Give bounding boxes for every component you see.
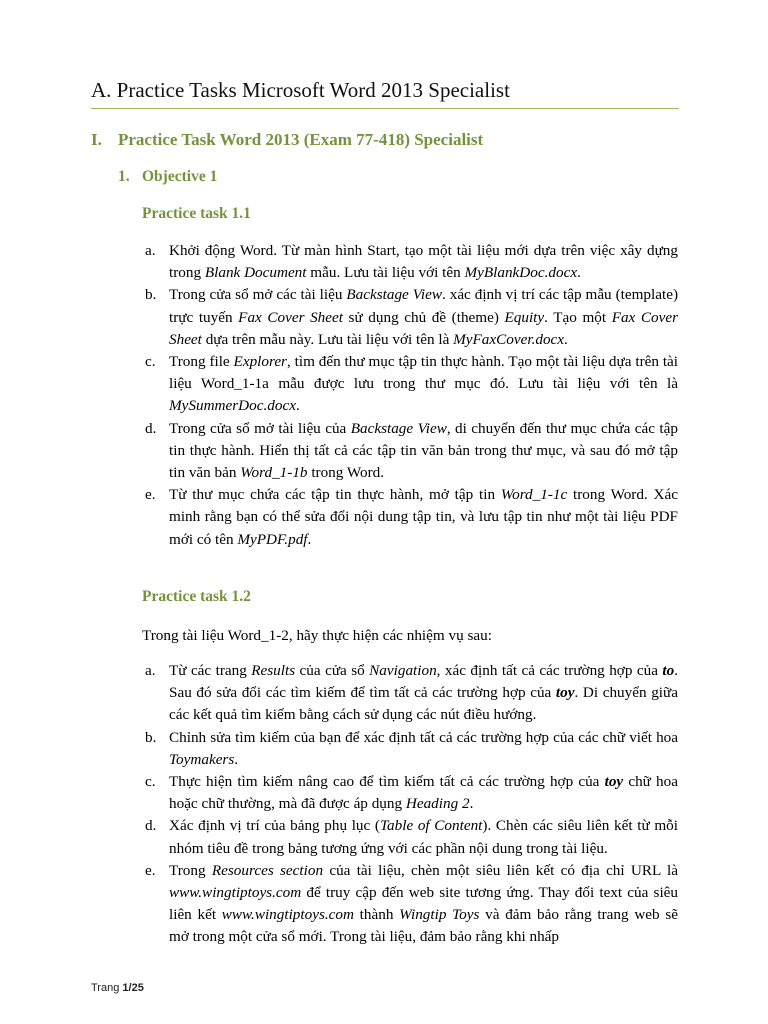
emphasis-text: Explorer [233,353,287,371]
emphasis-text: Wingtip Toys [399,906,480,924]
list-item [142,418,678,485]
emphasis-text: www.wingtiptoys.com [221,906,354,924]
task-1-1-heading: Practice task 1.1 [142,205,251,222]
emphasis-text: Equity [504,308,545,326]
body-text: Thực hiện tìm kiếm nâng cao để tìm kiếm tất cả các trường hợp của [169,773,605,791]
list-marker: a. [145,662,156,679]
emphasis-text: Toymakers [169,750,235,768]
emphasis-text: MySummerDoc.docx [169,397,296,415]
emphasis-text: to [662,662,675,679]
list-item [142,815,678,859]
emphasis-text [556,684,575,701]
body-text: Trong [169,861,212,879]
list-item [142,484,678,551]
body-text: . Di chuyển giữa các kết quả tìm kiếm bằng cách sử dụng các nút điều hướng. [169,684,678,724]
list-marker: c. [145,773,156,791]
body-text: . [577,264,581,282]
emphasis-text: Resources section [211,861,324,879]
emphasis-text: MyPDF.pdf [237,530,308,548]
page-current: 1 [122,982,129,994]
emphasis-text: Heading 2 [405,795,470,813]
body-text: . [307,530,312,548]
body-text: . xác định vị trí các tập mẫu (template) trực tuyến [169,286,678,326]
list-marker: d. [145,817,157,835]
emphasis-text [605,773,624,790]
emphasis-text: Blank Document [204,264,307,282]
page-footer [91,982,144,994]
body-text: trong Word. [307,464,385,482]
body-text: mẫu. Lưu tài liệu với tên [306,264,465,282]
task-1-2-intro: Trong tài liệu Word_1-2, hãy thực hiện các nhiệm vụ sau: [142,627,492,644]
emphasis-text: www.wingtiptoys.com [169,884,302,902]
section-number: I. [91,130,102,149]
body-text: thành [353,906,400,924]
list-item [142,660,678,727]
list-marker: b. [145,286,157,304]
section-label: Practice Task Word 2013 (Exam 77-418) Specialist [118,130,484,149]
emphasis-text: MyBlankDoc.docx [464,264,578,282]
emphasis-text: Fax Cover Sheet [169,308,679,348]
emphasis-text: Fax Cover Sheet [238,308,343,326]
body-text: Từ các trang [169,662,252,679]
body-text: của tài liệu, chèn một siêu liên kết có địa chỉ URL là [323,861,678,879]
body-text: Từ thư mục chứa các tập tin thực hành, mở tập tin [169,486,501,504]
body-text: sử dụng chủ đề (theme) [342,308,505,326]
list-marker: d. [145,419,157,437]
emphasis-text: Results [251,662,296,679]
body-text: , tìm đến thư mục tập tin thực hành. Tạo một tài liệu dựa trên tài liệu Word_1-1a mẫu được lưu trong thư mục đó. Lưu tài liệu với tên là [169,353,678,393]
task-1-2-list [142,660,678,949]
body-text: . Tạo một [544,308,612,326]
emphasis-text: Navigation [369,662,437,679]
page-label: Trang [91,982,123,994]
task-1-2-heading: Practice task 1.2 [142,588,251,605]
body-text: chữ hoa hoặc chữ thường, mà đã được áp dụng [169,773,678,813]
list-item [142,727,678,771]
list-marker: e. [145,861,156,879]
document-title: A. Practice Tasks Microsoft Word 2013 Specialist [91,76,679,109]
emphasis-text [662,662,674,679]
list-marker: c. [145,353,156,371]
list-marker: a. [145,242,156,259]
list-marker: b. [145,728,157,746]
emphasis-text: toy [555,684,575,702]
body-text: và đảm bảo rằng trang web sẽ mở trong một cửa sổ mới. Trong tài liệu, đảm bảo rằng khi nhấp [169,906,678,946]
emphasis-text: Word_1-1c [500,486,568,504]
list-marker: e. [145,486,156,504]
emphasis-text: Word_1-1b [240,464,308,482]
body-text: , di chuyển đến thư mục chứa các tập tin thực hành. Hiển thị tất cả các tập tin văn bản trong thư mục, và sau đó mở tập tin văn bản [169,419,678,482]
emphasis-text: toy [604,773,624,791]
list-item [142,240,678,284]
list-item [142,771,678,815]
body-text: ). Chèn các siêu liên kết từ mỗi nhóm tiêu đề trong bảng tương ứng với các phần nội dung trong tài liệu. [169,817,678,857]
task-1-1-list [142,240,678,551]
emphasis-text: Table of Content [379,817,483,835]
list-item [142,351,678,418]
body-text: Trong file [169,353,234,371]
list-item [142,860,678,949]
list-item [142,284,678,351]
objective-label: Objective 1 [142,168,218,185]
emphasis-text: Backstage View [346,286,442,304]
body-text: dựa trên mẫu này. Lưu tài liệu với tên là [201,330,454,348]
body-text: Xác định vị trí của bảng phụ lục ( [169,817,380,835]
body-text: . [234,750,239,768]
emphasis-text: MyFaxCover.docx [453,330,565,348]
body-text: Trong cửa sổ mở tài liệu của [169,419,351,437]
body-text: của cửa sổ [295,662,370,679]
body-text: . Sau đó sửa đổi các tìm kiếm để tìm tất cả các trường hợp của [169,662,679,702]
body-text: . [564,330,568,348]
objective-number: 1. [118,168,130,185]
body-text: Chỉnh sửa tìm kiếm của bạn để xác định tất cả các trường hợp của các chữ viết hoa [169,728,678,746]
body-text: , xác định tất cả các trường hợp của [436,662,663,679]
body-text: trong Word. Xác minh rằng bạn có thể sửa đổi nội dung tập tin, và lưu tập tin như một tài liệu PDF mới có tên [169,486,678,548]
body-text: Trong cửa sổ mở các tài liệu [169,286,347,304]
body-text: để truy cập đến web site tương ứng. Thay đổi text của siêu liên kết [169,884,678,924]
objective-heading [118,168,217,186]
body-text: . [295,397,300,415]
page-total: /25 [128,982,144,994]
body-text: . [469,795,474,813]
emphasis-text: Backstage View [350,419,447,437]
body-text: Khởi động Word. Từ màn hình Start, tạo một tài liệu mới dựa trên việc xây dựng trong [169,242,678,282]
section-heading [91,130,483,150]
